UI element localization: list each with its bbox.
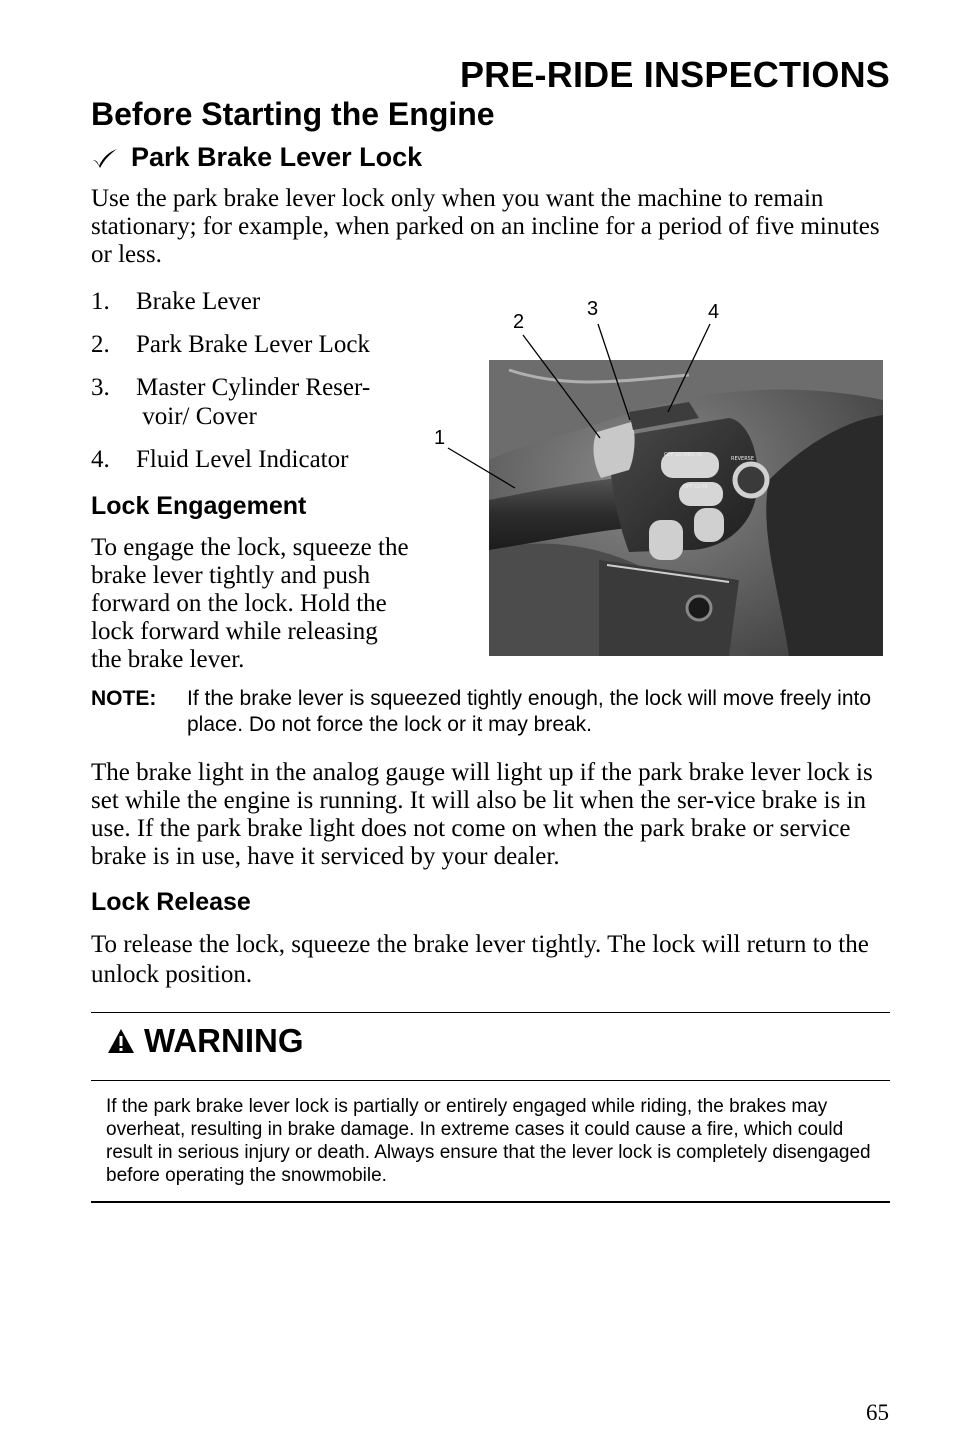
lock-release-text: To release the lock, squeeze the brake lever tightly. The lock will return to the unlock position. [91, 931, 869, 988]
brake-light-paragraph: The brake light in the analog gauge will light up if the park brake lever lock is set while the engine is running. It will also be lit when the ser-vice brake is in use. If the park brake light does not come on when the park brake or service brake is in use, have it serviced by your dealer. [91, 759, 873, 870]
warning-bottom-rule [91, 1201, 890, 1203]
note [91, 686, 901, 738]
note-label: NOTE: [91, 687, 157, 710]
page-heading: Before Starting the Engine [91, 96, 495, 132]
callout-1: 1 [434, 427, 446, 449]
list-item [91, 445, 421, 474]
callout-3: 3 [587, 298, 599, 320]
list-item-number: 3. [91, 374, 110, 401]
lock-release-heading: Lock Release [91, 888, 251, 916]
list-item-label: Fluid Level Indicator [136, 446, 349, 473]
note-text: If the brake lever is squeezed tightly enough, the lock will move freely into place. Do not force the lock or it may break. [187, 687, 872, 736]
parts-list [91, 287, 421, 488]
list-item-number: 2. [91, 331, 110, 358]
section-title: PRE-RIDE INSPECTIONS [459, 54, 890, 95]
callout-2: 2 [513, 311, 525, 333]
warning-title-label: WARNING [144, 1022, 304, 1059]
switch-label: REVERSE [731, 456, 755, 462]
list-item-label: Brake Lever [136, 288, 261, 315]
switch-label: OFF LO MED HI [664, 452, 702, 458]
warning-triangle-icon [106, 1027, 136, 1055]
list-item-number: 4. [91, 446, 110, 473]
subheading [91, 142, 422, 173]
intro-paragraph: Use the park brake lever lock only when you want the machine to remain stationary; for example, when parked on an incline for a period of five minutes or less. [91, 185, 880, 268]
warning-divider [91, 1080, 890, 1081]
checkmark-icon [91, 147, 119, 169]
list-item [91, 373, 421, 431]
warning-text: If the park brake lever lock is partially or entirely engaged while riding, the brakes may overheat, resulting in brake damage. In extreme cases it could cause a fire, which could result in serious injury or death. Always ensure that the lever lock is completely disengaged before operating the snowmobile. [106, 1096, 871, 1186]
warning-top-rule [91, 1012, 890, 1013]
lock-engagement-text: To engage the lock, squeeze the brake lever tightly and push forward on the lock. Hold the lock forward while releasing the brake lever. [91, 534, 409, 673]
callout-4: 4 [708, 301, 720, 323]
list-item-number: 1. [91, 288, 110, 315]
warning-title [106, 1022, 304, 1060]
list-item-label: Park Brake Lever Lock [136, 331, 370, 358]
switch-label: OFF LO HI [683, 484, 708, 490]
list-item [91, 287, 421, 316]
subheading-label: Park Brake Lever Lock [131, 142, 423, 172]
lock-engagement-heading: Lock Engagement [91, 492, 307, 520]
list-item [91, 330, 421, 359]
photo-callouts [420, 290, 750, 510]
page-number: 65 [866, 1400, 889, 1425]
list-item-label: Master Cylinder Reser- voir/ Cover [136, 374, 371, 430]
